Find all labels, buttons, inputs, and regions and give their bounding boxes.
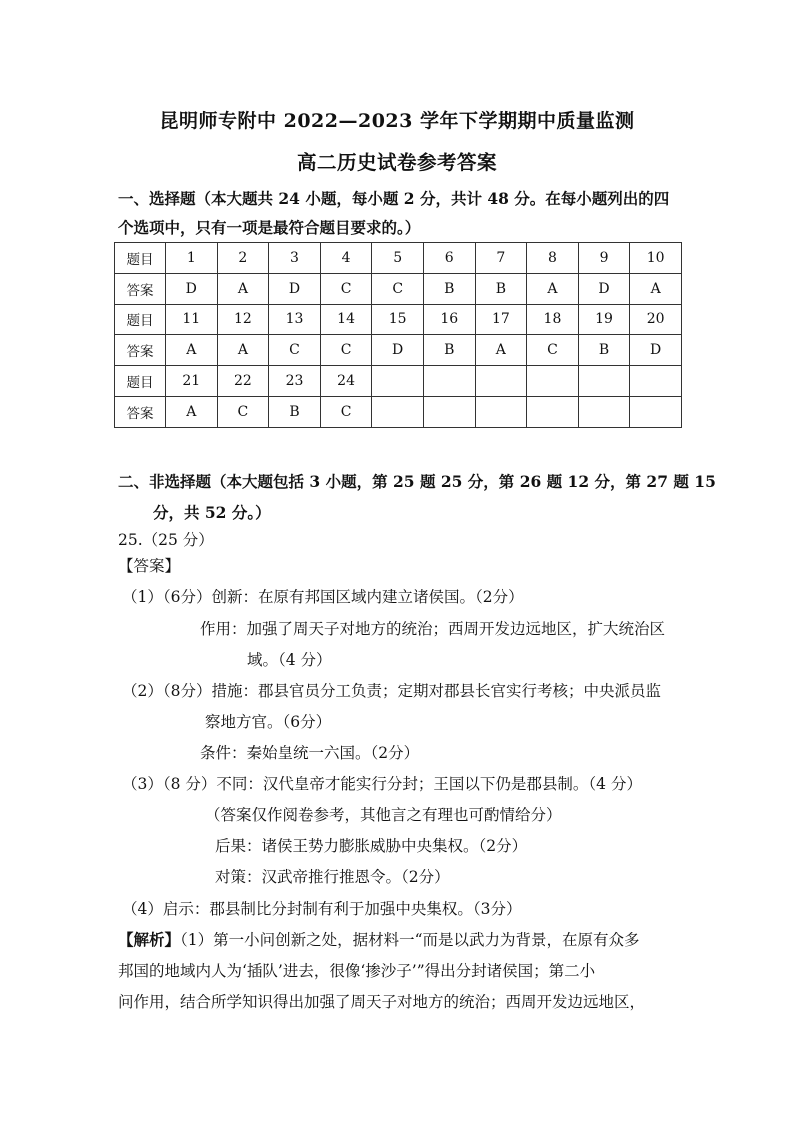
table-cell: A xyxy=(217,273,269,304)
row-label: 答案 xyxy=(115,273,166,304)
table-cell xyxy=(527,366,579,397)
table-cell: D xyxy=(578,273,630,304)
q25-line: 对策：汉武帝推行推恩令。（2分） xyxy=(215,868,450,886)
table-cell: 7 xyxy=(475,243,527,274)
table-cell: B xyxy=(269,396,321,427)
q25-line: 作用：加强了周天子对地方的统治；西周开发边远地区，扩大统治区 xyxy=(200,620,666,638)
section2-heading-line1: 二、非选择题（本大题包括 3 小题，第 25 题 25 分，第 26 题 12 分，第 27 题 15 xyxy=(118,472,716,491)
q25-header: 25.（25 分） xyxy=(118,531,214,549)
row-label: 题目 xyxy=(115,304,166,335)
table-cell: 1 xyxy=(166,243,218,274)
table-cell: B xyxy=(423,273,475,304)
table-cell xyxy=(423,396,475,427)
table-cell: B xyxy=(475,273,527,304)
section1-heading-line2: 个选项中，只有一项是最符合题目要求的。） xyxy=(118,218,421,237)
table-cell: 12 xyxy=(217,304,269,335)
table-row xyxy=(115,396,682,427)
table-cell xyxy=(630,396,682,427)
table-cell: C xyxy=(320,335,372,366)
table-cell: 8 xyxy=(527,243,579,274)
table-cell: A xyxy=(527,273,579,304)
table-cell: 4 xyxy=(320,243,372,274)
table-cell xyxy=(475,396,527,427)
document-title: 昆明师专附中 2022—2023 学年下学期期中质量监测 xyxy=(159,110,635,132)
q25-analysis-first-line xyxy=(118,928,640,950)
table-cell xyxy=(423,366,475,397)
table-cell: A xyxy=(166,335,218,366)
q25-line: （3）（8 分）不同：汉代皇帝才能实行分封；王国以下仍是郡县制。（4 分） xyxy=(122,775,642,793)
table-cell xyxy=(372,366,424,397)
q25-analysis-line: 邦国的地域内人为‘插队’进去，很像‘掺沙子’”得出分封诸侯国；第二小 xyxy=(118,962,596,980)
table-row xyxy=(115,243,682,274)
table-cell: 17 xyxy=(475,304,527,335)
document-subtitle: 高二历史试卷参考答案 xyxy=(296,151,497,174)
table-cell: C xyxy=(217,396,269,427)
table-cell xyxy=(630,366,682,397)
q25-line: 后果：诸侯王势力膨胀威胁中央集权。（2分） xyxy=(215,837,528,855)
table-cell: A xyxy=(217,335,269,366)
table-cell: 22 xyxy=(217,366,269,397)
table-cell: 3 xyxy=(269,243,321,274)
table-cell: 19 xyxy=(578,304,630,335)
table-cell: A xyxy=(166,396,218,427)
table-cell: 2 xyxy=(217,243,269,274)
table-cell: B xyxy=(423,335,475,366)
q25-line: （2）（8分）措施：郡县官员分工负责；定期对郡县长官实行考核；中央派员监 xyxy=(122,682,661,700)
table-cell xyxy=(578,366,630,397)
q25-analysis-label: 【解析】 xyxy=(118,930,181,949)
table-cell: 16 xyxy=(423,304,475,335)
q25-line: （1）（6分）创新：在原有邦国区域内建立诸侯国。（2分） xyxy=(122,588,524,606)
table-cell: 9 xyxy=(578,243,630,274)
section2-heading-line2: 分，共 52 分。） xyxy=(153,503,271,522)
table-cell: 14 xyxy=(320,304,372,335)
q25-line: （4）启示：郡县制比分封制有利于加强中央集权。（3分） xyxy=(122,900,522,918)
table-cell xyxy=(527,396,579,427)
row-label: 题目 xyxy=(115,243,166,274)
table-cell xyxy=(578,396,630,427)
table-cell: 13 xyxy=(269,304,321,335)
table-cell: C xyxy=(527,335,579,366)
row-label: 答案 xyxy=(115,335,166,366)
table-cell: C xyxy=(269,335,321,366)
table-row xyxy=(115,304,682,335)
q25-answer-label: 【答案】 xyxy=(118,557,181,575)
table-cell: 24 xyxy=(320,366,372,397)
q25-line: （答案仅作阅卷参考，其他言之有理也可酌情给分） xyxy=(205,806,562,824)
q25-line: 察地方官。（6分） xyxy=(205,713,332,731)
table-cell xyxy=(475,366,527,397)
table-cell: C xyxy=(320,396,372,427)
table-cell: D xyxy=(372,335,424,366)
table-cell: 20 xyxy=(630,304,682,335)
row-label: 题目 xyxy=(115,366,166,397)
table-cell: C xyxy=(372,273,424,304)
table-cell: 5 xyxy=(372,243,424,274)
answer-table xyxy=(114,242,682,428)
table-cell: C xyxy=(320,273,372,304)
table-cell: 18 xyxy=(527,304,579,335)
table-cell: D xyxy=(630,335,682,366)
q25-analysis-line: 问作用，结合所学知识得出加强了周天子对地方的统治；西周开发边远地区， xyxy=(118,993,646,1011)
q25-line: 条件：秦始皇统一六国。（2分） xyxy=(200,744,420,762)
table-cell: 23 xyxy=(269,366,321,397)
table-cell: A xyxy=(475,335,527,366)
table-cell: 21 xyxy=(166,366,218,397)
table-cell: 10 xyxy=(630,243,682,274)
table-cell: 15 xyxy=(372,304,424,335)
table-row xyxy=(115,366,682,397)
table-cell: D xyxy=(166,273,218,304)
table-cell: B xyxy=(578,335,630,366)
table-cell: A xyxy=(630,273,682,304)
table-cell: D xyxy=(269,273,321,304)
table-row xyxy=(115,273,682,304)
row-label: 答案 xyxy=(115,396,166,427)
table-row xyxy=(115,335,682,366)
q25-line: 域。（4 分） xyxy=(247,651,332,669)
section1-heading-line1: 一、选择题（本大题共 24 小题，每小题 2 分，共计 48 分。在每小题列出的四 xyxy=(118,189,670,208)
q25-analysis-line: （1）第一小问创新之处，据材料一“而是以武力为背景，在原有众多 xyxy=(180,931,640,949)
table-cell: 6 xyxy=(423,243,475,274)
table-cell xyxy=(372,396,424,427)
table-cell: 11 xyxy=(166,304,218,335)
